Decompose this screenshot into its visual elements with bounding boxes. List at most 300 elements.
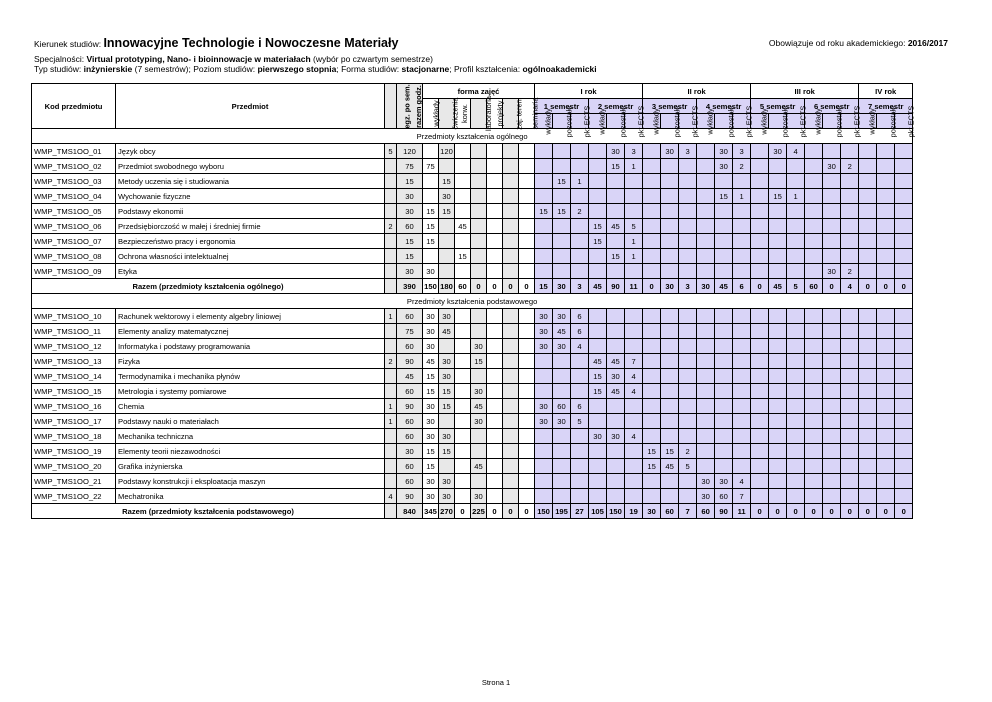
table-cell: 2 — [385, 219, 397, 234]
table-cell — [571, 264, 589, 279]
table-cell — [697, 189, 715, 204]
table-cell — [519, 444, 535, 459]
table-cell — [487, 144, 503, 159]
summary-cell — [385, 504, 397, 519]
table-cell — [471, 369, 487, 384]
table-cell: 30 — [697, 489, 715, 504]
table-cell — [471, 309, 487, 324]
summary-cell: 0 — [487, 504, 503, 519]
table-cell — [661, 369, 679, 384]
table-cell — [805, 159, 823, 174]
table-cell: 15 — [607, 249, 625, 264]
table-cell — [553, 474, 571, 489]
table-cell — [487, 309, 503, 324]
table-cell — [553, 489, 571, 504]
table-cell — [805, 459, 823, 474]
table-cell — [841, 369, 859, 384]
table-cell — [805, 249, 823, 264]
table-cell — [439, 459, 455, 474]
table-cell — [751, 264, 769, 279]
semester-header: 5 semestr — [751, 99, 805, 114]
field-of-study-name: Innowacyjne Technologie i Nowoczesne Materiały — [103, 36, 399, 50]
table-cell — [877, 444, 895, 459]
table-cell — [535, 174, 553, 189]
table-cell — [841, 384, 859, 399]
table-cell: 120 — [439, 144, 455, 159]
table-cell: 15 — [769, 189, 787, 204]
semester-subheader: pozostałe — [877, 114, 895, 129]
table-cell — [805, 204, 823, 219]
table-cell: 60 — [397, 309, 423, 324]
table-cell — [769, 429, 787, 444]
semester-header: 3 semestr — [643, 99, 697, 114]
table-cell — [519, 264, 535, 279]
table-cell — [553, 369, 571, 384]
table-cell — [715, 459, 733, 474]
table-cell — [895, 144, 913, 159]
table-cell: 1 — [385, 399, 397, 414]
table-cell — [733, 249, 751, 264]
table-cell — [607, 234, 625, 249]
table-cell — [661, 339, 679, 354]
table-cell: 60 — [397, 474, 423, 489]
table-cell: 2 — [571, 204, 589, 219]
table-cell — [697, 249, 715, 264]
table-cell — [607, 474, 625, 489]
table-cell — [787, 414, 805, 429]
subject-code: WMP_TMS1OO_03 — [32, 174, 116, 189]
table-cell — [895, 459, 913, 474]
table-row — [32, 444, 913, 459]
table-cell — [787, 204, 805, 219]
summary-cell: 0 — [823, 279, 841, 294]
subject-code: WMP_TMS1OO_08 — [32, 249, 116, 264]
table-cell — [841, 324, 859, 339]
table-cell: 15 — [423, 234, 439, 249]
subject-code: WMP_TMS1OO_20 — [32, 459, 116, 474]
summary-cell — [385, 279, 397, 294]
table-cell — [455, 234, 471, 249]
table-cell — [643, 159, 661, 174]
table-cell — [733, 204, 751, 219]
table-cell — [895, 219, 913, 234]
subject-name: Ochrona własności intelektualnej — [116, 249, 385, 264]
table-cell — [571, 429, 589, 444]
table-cell — [503, 174, 519, 189]
table-cell — [823, 354, 841, 369]
table-cell — [679, 429, 697, 444]
table-cell — [877, 204, 895, 219]
table-cell — [661, 474, 679, 489]
table-cell — [787, 249, 805, 264]
table-cell: 15 — [423, 444, 439, 459]
table-cell — [751, 384, 769, 399]
table-cell — [895, 414, 913, 429]
table-cell: 30 — [607, 144, 625, 159]
table-cell: 30 — [471, 339, 487, 354]
table-cell — [733, 219, 751, 234]
summary-cell: 150 — [423, 279, 439, 294]
table-cell — [859, 354, 877, 369]
table-cell — [679, 324, 697, 339]
semester-subheader: pkt ECTS — [625, 114, 643, 129]
table-cell: 5 — [625, 219, 643, 234]
table-cell — [679, 414, 697, 429]
academic-year: 2016/2017 — [907, 38, 948, 48]
table-cell — [769, 384, 787, 399]
table-cell: 30 — [715, 159, 733, 174]
semester-subheader: pkt ECTS — [679, 114, 697, 129]
table-cell — [769, 219, 787, 234]
table-cell: 15 — [439, 174, 455, 189]
table-cell — [519, 429, 535, 444]
table-cell — [625, 309, 643, 324]
table-cell: 15 — [397, 249, 423, 264]
table-cell — [805, 309, 823, 324]
table-cell — [455, 159, 471, 174]
table-cell — [471, 474, 487, 489]
class-form-header: laboratoria — [471, 99, 487, 129]
table-cell — [787, 474, 805, 489]
table-cell — [787, 399, 805, 414]
table-cell — [487, 459, 503, 474]
summary-cell: 60 — [697, 504, 715, 519]
class-form-header: wykłady — [423, 99, 439, 129]
table-cell: 4 — [733, 474, 751, 489]
column-header-code: Kod przedmiotu — [32, 84, 116, 129]
table-cell — [679, 489, 697, 504]
table-cell — [643, 249, 661, 264]
table-cell — [841, 489, 859, 504]
table-cell — [589, 204, 607, 219]
summary-cell: 0 — [487, 279, 503, 294]
table-cell — [571, 219, 589, 234]
table-cell — [503, 384, 519, 399]
table-cell — [471, 159, 487, 174]
table-cell — [697, 159, 715, 174]
table-cell — [787, 264, 805, 279]
subject-name: Język obcy — [116, 144, 385, 159]
table-cell — [589, 474, 607, 489]
table-cell: 90 — [397, 399, 423, 414]
table-cell — [589, 489, 607, 504]
table-cell: 7 — [733, 489, 751, 504]
table-cell — [859, 204, 877, 219]
table-cell — [519, 369, 535, 384]
table-cell: 60 — [397, 219, 423, 234]
subject-code: WMP_TMS1OO_18 — [32, 429, 116, 444]
table-cell — [455, 399, 471, 414]
summary-cell: 0 — [877, 279, 895, 294]
table-cell: 30 — [439, 189, 455, 204]
table-cell — [733, 399, 751, 414]
table-cell: 30 — [535, 324, 553, 339]
table-row — [32, 474, 913, 489]
table-cell — [805, 339, 823, 354]
subject-code: WMP_TMS1OO_19 — [32, 444, 116, 459]
table-cell — [625, 459, 643, 474]
table-cell — [697, 459, 715, 474]
table-cell: 15 — [643, 459, 661, 474]
table-cell — [877, 474, 895, 489]
table-cell — [715, 249, 733, 264]
table-cell — [661, 174, 679, 189]
table-cell — [769, 369, 787, 384]
subject-code: WMP_TMS1OO_13 — [32, 354, 116, 369]
table-cell — [697, 429, 715, 444]
table-cell — [769, 249, 787, 264]
table-cell: 75 — [423, 159, 439, 174]
table-cell — [859, 174, 877, 189]
table-cell — [823, 429, 841, 444]
year-header: II rok — [643, 84, 751, 99]
table-cell — [471, 264, 487, 279]
table-cell — [715, 309, 733, 324]
table-cell — [769, 414, 787, 429]
table-cell: 3 — [679, 144, 697, 159]
table-cell: 1 — [625, 234, 643, 249]
table-cell — [859, 144, 877, 159]
table-cell: 15 — [439, 384, 455, 399]
table-cell — [841, 249, 859, 264]
table-cell — [487, 384, 503, 399]
table-cell — [607, 459, 625, 474]
table-cell — [487, 204, 503, 219]
table-cell: 15 — [423, 384, 439, 399]
table-cell — [697, 444, 715, 459]
table-cell — [643, 204, 661, 219]
summary-cell: 105 — [589, 504, 607, 519]
table-cell — [455, 309, 471, 324]
table-cell — [589, 159, 607, 174]
table-cell — [751, 429, 769, 444]
table-cell — [589, 189, 607, 204]
class-form-header: projekty — [487, 99, 503, 129]
table-cell — [823, 474, 841, 489]
summary-cell: 0 — [519, 504, 535, 519]
table-cell — [823, 144, 841, 159]
summary-cell: 0 — [643, 279, 661, 294]
table-cell — [841, 309, 859, 324]
table-cell — [859, 249, 877, 264]
summary-cell: 0 — [471, 279, 487, 294]
table-cell: 15 — [661, 444, 679, 459]
table-cell — [841, 414, 859, 429]
table-cell — [487, 324, 503, 339]
table-cell — [805, 414, 823, 429]
table-cell — [787, 429, 805, 444]
table-cell — [455, 189, 471, 204]
table-cell — [487, 429, 503, 444]
table-cell: 30 — [439, 489, 455, 504]
table-cell — [751, 204, 769, 219]
table-cell — [385, 264, 397, 279]
table-cell — [571, 444, 589, 459]
table-cell — [841, 174, 859, 189]
subject-code: WMP_TMS1OO_02 — [32, 159, 116, 174]
subject-name: Etyka — [116, 264, 385, 279]
table-cell — [589, 264, 607, 279]
table-cell — [787, 384, 805, 399]
table-cell — [877, 219, 895, 234]
summary-cell: 0 — [503, 279, 519, 294]
table-cell — [503, 489, 519, 504]
semester-subheader: pkt ECTS — [787, 114, 805, 129]
table-cell — [679, 384, 697, 399]
table-cell — [503, 234, 519, 249]
table-cell — [823, 309, 841, 324]
table-cell — [895, 249, 913, 264]
table-cell — [679, 399, 697, 414]
table-cell — [487, 219, 503, 234]
semester-subheader: wykłady — [859, 114, 877, 129]
year-header: IV rok — [859, 84, 913, 99]
table-cell: 30 — [423, 474, 439, 489]
summary-cell: 0 — [859, 279, 877, 294]
table-cell — [877, 339, 895, 354]
table-cell — [471, 429, 487, 444]
table-cell — [661, 324, 679, 339]
table-cell — [769, 174, 787, 189]
table-cell — [535, 159, 553, 174]
table-cell: 30 — [423, 429, 439, 444]
table-cell — [661, 189, 679, 204]
subject-name: Termodynamika i mechanika płynów — [116, 369, 385, 384]
table-cell — [787, 489, 805, 504]
table-cell — [787, 219, 805, 234]
table-cell: 30 — [471, 384, 487, 399]
table-cell — [661, 159, 679, 174]
subject-name: Chemia — [116, 399, 385, 414]
semester-header: 4 semestr — [697, 99, 751, 114]
valid-from-line: Obowiązuje od roku akademickiego: 2016/2017 — [768, 38, 948, 48]
table-cell — [519, 384, 535, 399]
study-plan-table — [31, 83, 916, 519]
table-cell — [679, 249, 697, 264]
table-cell — [487, 249, 503, 264]
table-cell — [643, 144, 661, 159]
table-cell — [455, 264, 471, 279]
summary-cell: 5 — [787, 279, 805, 294]
subject-code: WMP_TMS1OO_09 — [32, 264, 116, 279]
semester-subheader: wykłady — [697, 114, 715, 129]
table-cell — [553, 249, 571, 264]
table-cell — [571, 234, 589, 249]
table-cell: 30 — [397, 204, 423, 219]
semester-header: 2 semestr — [589, 99, 643, 114]
table-cell — [895, 189, 913, 204]
table-cell — [661, 234, 679, 249]
table-cell — [841, 204, 859, 219]
subject-code: WMP_TMS1OO_04 — [32, 189, 116, 204]
table-cell — [385, 234, 397, 249]
table-cell — [385, 444, 397, 459]
table-cell: 45 — [471, 399, 487, 414]
table-cell — [607, 489, 625, 504]
table-cell — [679, 474, 697, 489]
table-cell: 45 — [607, 219, 625, 234]
table-cell — [471, 204, 487, 219]
column-header-exam-after-semester: egz. po sem. — [385, 84, 397, 129]
table-cell — [535, 369, 553, 384]
subject-code: WMP_TMS1OO_06 — [32, 219, 116, 234]
subject-name: Elementy analizy matematycznej — [116, 324, 385, 339]
table-cell — [841, 234, 859, 249]
subject-code: WMP_TMS1OO_12 — [32, 339, 116, 354]
table-cell — [859, 189, 877, 204]
table-cell — [751, 234, 769, 249]
subject-name: Informatyka i podstawy programowania — [116, 339, 385, 354]
subject-name: Przedsiębiorczość w małej i średniej firmie — [116, 219, 385, 234]
table-cell: 30 — [769, 144, 787, 159]
table-cell — [859, 339, 877, 354]
table-cell — [715, 234, 733, 249]
table-cell — [661, 414, 679, 429]
table-cell — [535, 144, 553, 159]
table-cell — [503, 159, 519, 174]
table-cell — [805, 264, 823, 279]
semester-subheader: wykłady — [589, 114, 607, 129]
table-cell — [805, 219, 823, 234]
subject-code: WMP_TMS1OO_05 — [32, 204, 116, 219]
summary-cell: 7 — [679, 504, 697, 519]
subject-name: Mechanika techniczna — [116, 429, 385, 444]
table-cell — [455, 459, 471, 474]
summary-label: Razem (przedmioty kształcenia podstawowego) — [32, 504, 385, 519]
table-cell — [715, 414, 733, 429]
table-cell — [841, 189, 859, 204]
table-cell — [487, 444, 503, 459]
table-cell — [487, 189, 503, 204]
table-cell — [769, 204, 787, 219]
table-cell — [715, 339, 733, 354]
table-cell — [503, 264, 519, 279]
table-cell — [589, 144, 607, 159]
table-cell — [769, 339, 787, 354]
table-cell: 30 — [553, 309, 571, 324]
table-cell: 45 — [439, 324, 455, 339]
table-cell: 30 — [535, 399, 553, 414]
subject-code: WMP_TMS1OO_22 — [32, 489, 116, 504]
summary-cell: 19 — [625, 504, 643, 519]
semester-subheader: pkt ECTS — [733, 114, 751, 129]
table-cell — [607, 339, 625, 354]
table-cell — [679, 369, 697, 384]
table-cell — [715, 354, 733, 369]
table-cell: 5 — [679, 459, 697, 474]
table-cell — [895, 234, 913, 249]
table-cell — [859, 399, 877, 414]
table-cell — [823, 234, 841, 249]
table-cell — [643, 429, 661, 444]
table-cell — [643, 234, 661, 249]
table-cell — [697, 309, 715, 324]
table-cell — [625, 399, 643, 414]
subject-name: Grafika inżynierska — [116, 459, 385, 474]
summary-cell: 45 — [769, 279, 787, 294]
table-cell — [841, 444, 859, 459]
table-cell — [679, 309, 697, 324]
table-cell — [877, 384, 895, 399]
table-cell — [471, 444, 487, 459]
summary-cell: 11 — [733, 504, 751, 519]
table-cell — [715, 444, 733, 459]
table-cell — [895, 204, 913, 219]
table-cell: 45 — [455, 219, 471, 234]
table-cell — [553, 234, 571, 249]
table-row — [32, 339, 913, 354]
summary-cell: 3 — [571, 279, 589, 294]
